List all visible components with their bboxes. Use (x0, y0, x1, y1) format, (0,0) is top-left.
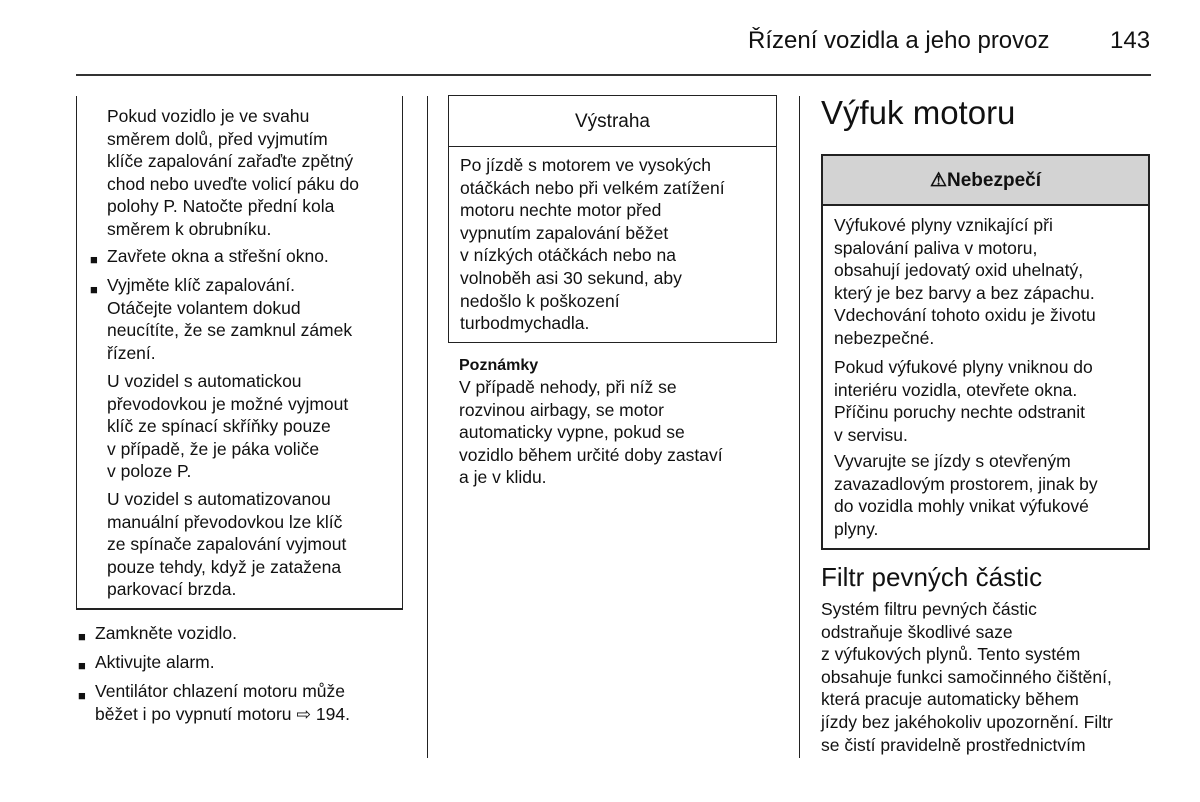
danger-paragraph-1 (834, 214, 1096, 350)
text-line: obsahuje funkci samočinného čištění, (821, 666, 1112, 687)
col1-bullet-lock (95, 622, 237, 645)
text-line: běžet i po vypnutí motoru ⇨ 194. (95, 703, 350, 724)
text-line: nebezpečné. (834, 327, 935, 348)
text-line: Aktivujte alarm. (95, 652, 215, 672)
text-line: z výfukových plynů. Tento systém (821, 644, 1081, 665)
page-header-title: Řízení vozidla a jeho provoz (748, 27, 1050, 54)
text-line: převodovkou je možné vyjmout (107, 393, 349, 414)
text-line: obsahují jedovatý oxid uhelnatý, (834, 260, 1084, 281)
notes-text (459, 376, 723, 489)
col1-right-rule (402, 96, 403, 610)
col1-bottom-rule (76, 608, 403, 610)
text-line: interiéru vozidla, otevřete okna. (834, 379, 1078, 400)
text-line: V případě nehody, při níž se (459, 377, 677, 397)
text-line: klíč ze spínací skříňky pouze (107, 416, 331, 437)
text-line: rozvinou airbagy, se motor (459, 399, 664, 420)
text-line: chod nebo uveďte volicí páku do (107, 173, 360, 194)
text-line: Vyjměte klíč zapalování. (107, 275, 296, 295)
text-line: otáčkách nebo při velkém zatížení (460, 177, 725, 198)
text-line: Zamkněte vozidlo. (95, 623, 238, 643)
text-line: klíče zapalování zařaďte zpětný (107, 151, 354, 172)
text-line: která pracuje automaticky během (821, 689, 1079, 710)
column-separator (799, 96, 800, 758)
text-line: volnoběh asi 30 sekund, aby (460, 267, 682, 288)
danger-paragraph-3 (834, 450, 1098, 540)
warning-text (460, 154, 725, 335)
text-line: v nízkých otáčkách nebo na (460, 245, 676, 266)
text-line: Pokud výfukové plyny vniknou do (834, 357, 1093, 377)
text-line: řízení. (107, 342, 156, 363)
notes-title: Poznámky (459, 357, 539, 374)
danger-box (821, 154, 1150, 550)
text-line: vozidlo během určité doby zastaví (459, 444, 723, 465)
text-line: se čistí pravidelně prostřednictvím (821, 734, 1086, 755)
page-number: 143 (1110, 27, 1151, 54)
bullet-marker: ■ (78, 658, 86, 673)
text-line: parkovací brzda. (107, 579, 237, 600)
danger-paragraph-2 (834, 356, 1093, 446)
text-line: Vyvarujte se jízdy s otevřeným (834, 451, 1071, 471)
col1-left-rule (76, 96, 77, 610)
text-line: Pokud vozidlo je ve svahu (107, 106, 310, 126)
text-line: Výfukové plyny vznikající při (834, 215, 1053, 235)
text-line: Ventilátor chlazení motoru může (95, 681, 345, 701)
text-line: Po jízdě s motorem ve vysokých (460, 155, 711, 175)
text-line: Otáčejte volantem dokud (107, 297, 301, 318)
text-line: polohy P. Natočte přední kola (107, 196, 335, 217)
col1-bullet-alarm (95, 651, 215, 674)
section-title-particulate-filter: Filtr pevných částic (821, 562, 1043, 592)
text-line: turbodmychadla. (460, 313, 590, 334)
bullet-marker: ■ (78, 629, 86, 644)
text-line: v poloze P. (107, 461, 192, 482)
col1-bullet-remove-key (107, 274, 352, 364)
text-line: který je bez barvy a bez zápachu. (834, 282, 1095, 303)
text-line: odstraňuje škodlivé saze (821, 621, 1013, 642)
header-divider (76, 74, 1151, 76)
col1-intro-paragraph (107, 105, 359, 241)
bullet-marker: ■ (78, 688, 86, 703)
text-line: plyny. (834, 518, 879, 539)
text-line: pouze tehdy, když je zatažena (107, 556, 342, 577)
text-line: manuální převodovkou lze klíč (107, 511, 343, 532)
text-line: směrem k obrubníku. (107, 218, 272, 239)
text-line: neucítíte, že se zamknul zámek (107, 320, 353, 341)
col1-bullet-close-windows (107, 245, 329, 268)
text-line: zavazadlovým prostorem, jinak by (834, 473, 1098, 494)
text-line: směrem dolů, před vyjmutím (107, 128, 328, 149)
text-line: motoru nechte motor před (460, 200, 662, 221)
text-line: ze spínače zapalování vyjmout (107, 534, 347, 555)
text-line: U vozidel s automatickou (107, 371, 302, 391)
bullet-marker: ■ (90, 282, 98, 297)
text-line: Příčinu poruchy nechte odstranit (834, 402, 1085, 423)
text-line: Systém filtru pevných částic (821, 599, 1037, 619)
text-line: jízdy bez jakéhokoliv upozornění. Filtr (821, 711, 1113, 732)
text-line: do vozidla mohly vnikat výfukové (834, 496, 1089, 517)
column-separator (427, 96, 428, 758)
text-line: Vdechování tohoto oxidu je životu (834, 305, 1096, 326)
filter-text (821, 598, 1113, 756)
col1-para-automatic (107, 370, 348, 483)
danger-title: ⚠Nebezpečí (823, 156, 1148, 206)
text-line: vypnutím zapalování běžet (460, 222, 669, 243)
bullet-marker: ■ (90, 252, 98, 267)
text-line: nedošlo k poškození (460, 290, 620, 311)
section-title-exhaust: Výfuk motoru (821, 94, 1016, 131)
text-line: spalování paliva v motoru, (834, 237, 1038, 258)
warning-box (448, 95, 777, 343)
text-line: a je v klidu. (459, 467, 547, 488)
warning-title: Výstraha (449, 96, 776, 147)
text-line: Zavřete okna a střešní okno. (107, 246, 329, 266)
text-line: automaticky vypne, pokud se (459, 422, 685, 443)
col1-para-manual (107, 488, 346, 601)
text-line: U vozidel s automatizovanou (107, 489, 331, 509)
col1-bullet-fan (95, 680, 350, 725)
text-line: v případě, že je páka voliče (107, 438, 320, 459)
text-line: v servisu. (834, 424, 908, 445)
